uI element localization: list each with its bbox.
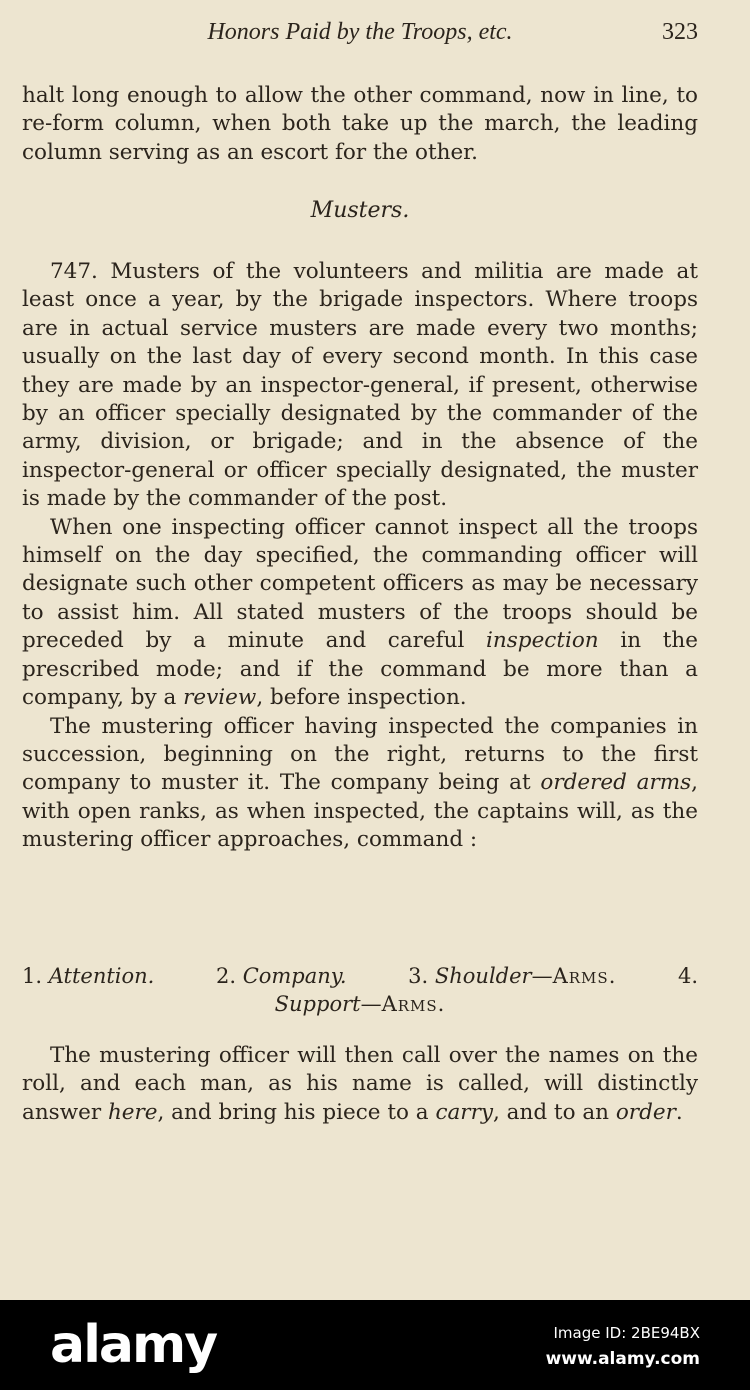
para-text: The mustering officer will then call over the names on the roll, and each man, as his name is called, will distinctly answer bbox=[22, 1043, 698, 1125]
image-id: Image ID: 2BE94BX bbox=[553, 1324, 700, 1342]
page-number: 323 bbox=[662, 19, 698, 45]
command-4-number: 4. bbox=[677, 964, 698, 988]
para-text: , with open ranks, as when inspected, the captains will, as the mustering officer approaches, command : bbox=[22, 770, 698, 853]
para-emphasis: carry bbox=[435, 1099, 493, 1125]
para-text: , before inspection. bbox=[256, 685, 467, 711]
main-text bbox=[22, 258, 698, 855]
para-text: When one inspecting officer cannot inspect all the troops himself on the day specified, the commanding officer will designate such other competent officers as may be necessary to assist him. All stated musters of the troops should be preceded by a minute and careful bbox=[22, 514, 698, 654]
command-dash: — bbox=[360, 992, 382, 1016]
command-2 bbox=[216, 962, 347, 990]
command-word: Attention. bbox=[48, 964, 155, 988]
command-arms: Arms. bbox=[381, 992, 446, 1016]
para-text: in the prescribed mode; and if the command be more than a company, by a bbox=[22, 628, 698, 711]
command-1 bbox=[22, 962, 154, 990]
running-title: Honors Paid by the Troops, etc. bbox=[207, 19, 513, 45]
section-heading: Musters. bbox=[310, 198, 410, 223]
command-word: Shoulder bbox=[434, 964, 532, 988]
site-url: www.alamy.com bbox=[545, 1349, 700, 1369]
para-text: The mustering officer having inspected the companies in succession, beginning on the right, returns to the first company to muster it. The company being at bbox=[22, 713, 698, 796]
stock-footer bbox=[0, 1300, 750, 1390]
running-head bbox=[22, 14, 698, 50]
opening-paragraph bbox=[22, 82, 698, 167]
command-row bbox=[22, 962, 698, 990]
paragraph-747: 747. Musters of the volunteers and militia are made at least once a year, by the brigade inspectors. Where troops are in actual service musters are made every two months; usually on the last day of every second month. In this case they are made by an inspector-general, if present, otherwise by an officer specially designated by the commander of the army, division, or brigade; and in the absence of the inspector-general or officer specially designated, the muster is made by the commander of the post. bbox=[22, 259, 698, 512]
command-3 bbox=[408, 962, 616, 990]
para-text: , and bring his piece to a bbox=[157, 1099, 436, 1125]
closing-text bbox=[22, 1042, 698, 1127]
paragraph-roll-call bbox=[22, 1042, 698, 1127]
command-word: Support bbox=[274, 992, 361, 1016]
para-text: . bbox=[675, 1099, 683, 1125]
alamy-logo: alamy bbox=[50, 1315, 217, 1375]
paragraph-mustering-officer bbox=[22, 713, 698, 855]
para-emphasis: order bbox=[615, 1099, 676, 1125]
command-arms: Arms. bbox=[552, 964, 617, 988]
command-row bbox=[22, 990, 698, 1018]
command-number: 3. bbox=[408, 964, 429, 988]
command-word: Company. bbox=[242, 964, 347, 988]
command-dash: — bbox=[531, 964, 553, 988]
para-emphasis: review bbox=[183, 685, 257, 711]
paragraph-inspecting-officer bbox=[22, 514, 698, 713]
para-emphasis: ordered arms bbox=[540, 770, 692, 796]
command-number: 1. bbox=[22, 964, 43, 988]
para-text: , and to an bbox=[493, 1099, 616, 1125]
command-sequence bbox=[22, 962, 698, 1018]
para-emphasis: here bbox=[107, 1099, 158, 1125]
para-emphasis: inspection bbox=[486, 628, 599, 654]
command-number: 2. bbox=[215, 964, 236, 988]
opening-paragraph-text: halt long enough to allow the other command, now in line, to re-form column, when both take up the march, the leading column serving as an escort for the other. bbox=[22, 83, 698, 165]
